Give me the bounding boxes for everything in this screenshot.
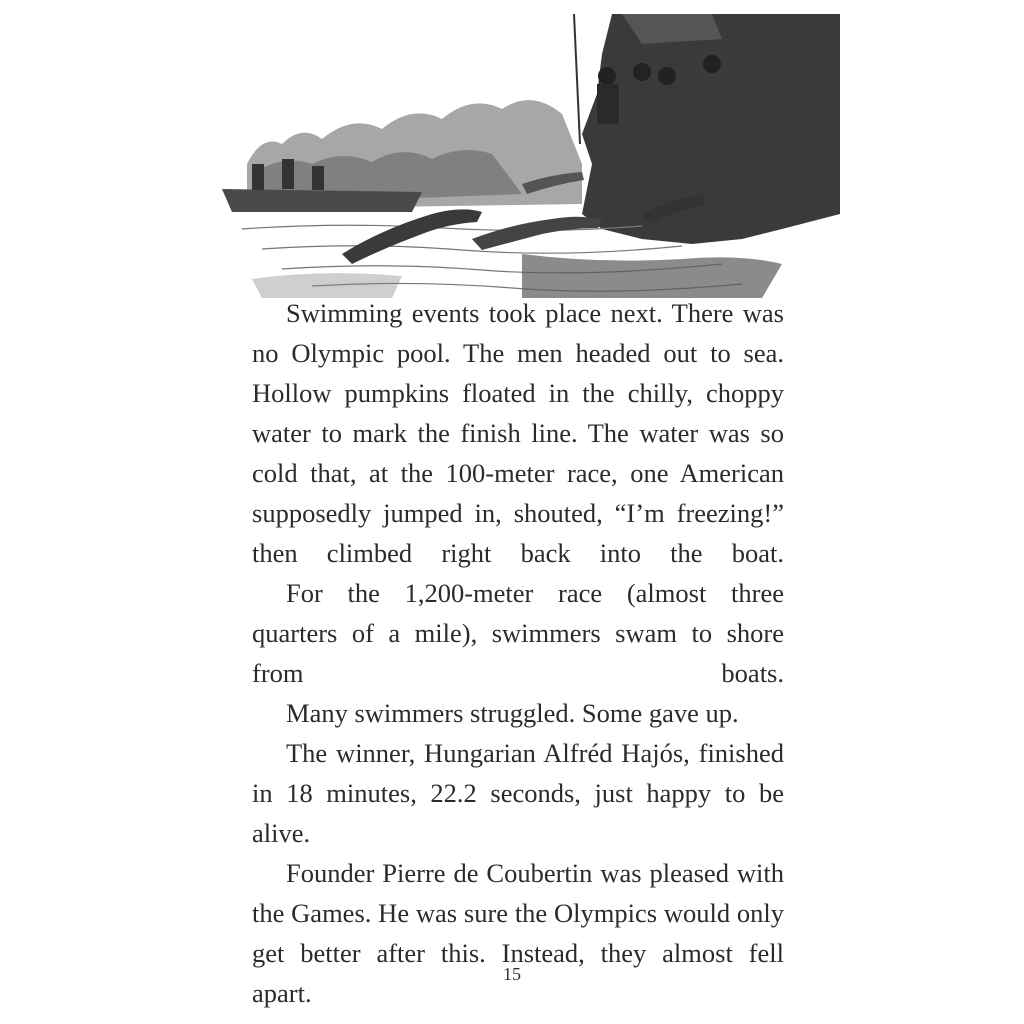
body-text xyxy=(252,293,784,1013)
paragraph-3: Many swimmers struggled. Some gave up. xyxy=(286,698,739,728)
paragraph-4: The winner, Hungarian Alfréd Hajós, finished in 18 minutes, 22.2 seconds, just happy to be alive. xyxy=(252,738,784,848)
paragraph-5: Founder Pierre de Coubertin was pleased with the Games. He was sure the Olympics would only get better after this. Instead, they almost fell apart. xyxy=(252,858,784,1008)
swimmers-sketch-illustration xyxy=(222,14,840,298)
paragraph-1: Swimming events took place next. There was no Olympic pool. The men headed out to sea. Hollow pumpkins floated in the chilly, choppy water to mark the finish line. The water was so cold that, at the 100-meter race, one American supposedly jumped in, shouted, “I’m freezing!” then climbed right back into the boat. xyxy=(252,298,784,568)
page-number: 15 xyxy=(503,964,521,984)
paragraph-2: For the 1,200-meter race (almost three quarters of a mile), swimmers swam to shore from boats. xyxy=(252,578,784,688)
